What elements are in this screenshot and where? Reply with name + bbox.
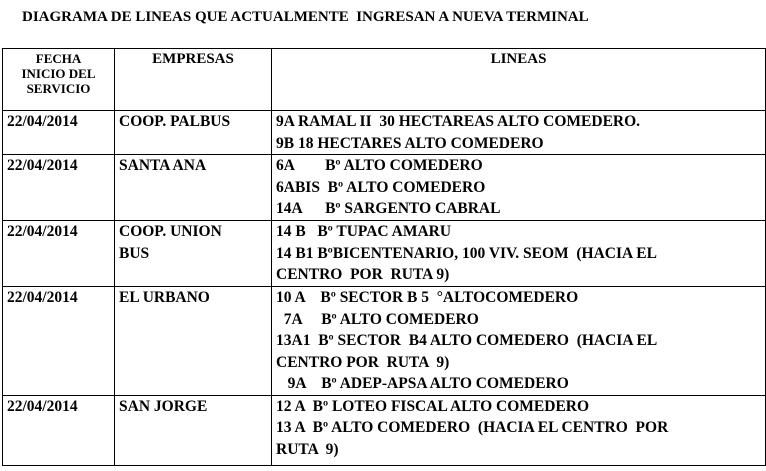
cell-lineas: [272, 287, 766, 396]
line-entry: 6A Bº ALTO COMEDERO: [276, 157, 483, 174]
cell-lineas: [272, 155, 766, 221]
line-entry: 14 B Bº TUPAC AMARU: [276, 223, 452, 240]
line-entry: 14A Bº SARGENTO CABRAL: [276, 200, 501, 217]
table-row: [3, 155, 766, 221]
line-entry: RUTA 9): [276, 440, 339, 458]
cell-lineas: [272, 221, 766, 287]
cell-empresa: SANTA ANA: [115, 155, 272, 221]
line-entry: 13 A Bº ALTO COMEDERO (HACIA EL CENTRO POR: [276, 419, 669, 436]
document-title: DIAGRAMA DE LINEAS QUE ACTUALMENTE INGRESAN A NUEVA TERMINAL: [22, 9, 589, 25]
line-entry: 9A RAMAL II 30 HECTAREAS ALTO COMEDERO.: [276, 113, 641, 130]
cell-fecha: 22/04/2014: [3, 395, 115, 465]
cell-empresa: COOP. UNION BUS: [115, 221, 272, 287]
table-row: [3, 395, 766, 465]
table-row: [3, 221, 766, 287]
cell-empresa: SAN JORGE: [115, 395, 272, 465]
header-fecha-inicio: FECHA INICIO DEL SERVICIO: [3, 49, 115, 111]
header-empresas: EMPRESAS: [115, 49, 272, 111]
table-header-row: [3, 49, 766, 111]
line-entry: 9A Bº ADEP-APSA ALTO COMEDERO: [276, 375, 569, 392]
cell-lineas: [272, 111, 766, 155]
line-entry: 10 A Bº SECTOR B 5 °ALTOCOMEDERO: [276, 289, 579, 306]
table-row: [3, 111, 766, 155]
cell-fecha: 22/04/2014: [3, 221, 115, 287]
cell-lineas: [272, 395, 766, 465]
line-entry: 12 A Bº LOTEO FISCAL ALTO COMEDERO: [276, 397, 590, 415]
header-lineas: LINEAS: [272, 49, 766, 111]
bus-lines-table: [2, 48, 766, 466]
line-entry: 14 B1 BºBICENTENARIO, 100 VIV. SEOM (HACIA EL: [276, 244, 657, 262]
line-entry: 13A1 Bº SECTOR B4 ALTO COMEDERO (HACIA EL: [276, 332, 658, 349]
line-entry: 6ABIS Bº ALTO COMEDERO: [276, 178, 486, 196]
line-entry: 7A Bº ALTO COMEDERO: [276, 310, 479, 328]
line-entry: 9B 18 HECTARES ALTO COMEDERO: [276, 134, 544, 152]
cell-fecha: 22/04/2014: [3, 155, 115, 221]
cell-empresa: COOP. PALBUS: [115, 111, 272, 155]
cell-fecha: 22/04/2014: [3, 111, 115, 155]
cell-fecha: 22/04/2014: [3, 287, 115, 396]
line-entry: CENTRO POR RUTA 9): [276, 266, 450, 283]
cell-empresa: EL URBANO: [115, 287, 272, 396]
line-entry: CENTRO POR RUTA 9): [276, 353, 450, 371]
table-row: [3, 287, 766, 396]
